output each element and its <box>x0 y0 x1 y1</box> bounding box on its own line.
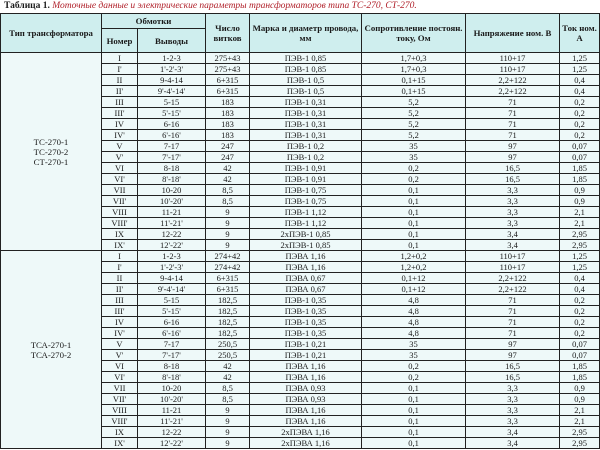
transformer-type-line: СТ-270-1 <box>33 156 69 167</box>
transformer-data-table <box>0 13 600 449</box>
cell-voltage: 3,3 <box>466 383 560 394</box>
cell-winding-leads: 6-16 <box>138 119 206 130</box>
cell-winding-number: VII' <box>102 394 138 405</box>
cell-current: 2,1 <box>560 207 600 218</box>
header-current: Ток ном. А <box>560 14 600 53</box>
cell-voltage: 71 <box>466 306 560 317</box>
cell-turns: 6+315 <box>206 86 250 97</box>
cell-resistance: 5,2 <box>362 108 466 119</box>
cell-resistance: 0,1 <box>362 185 466 196</box>
cell-winding-leads: 1'-2'-3' <box>138 64 206 75</box>
cell-voltage: 71 <box>466 97 560 108</box>
cell-turns: 42 <box>206 361 250 372</box>
cell-current: 1,85 <box>560 174 600 185</box>
cell-winding-leads: 10'-20' <box>138 196 206 207</box>
cell-wire: ПЭВ-1 0,91 <box>250 174 362 185</box>
cell-winding-number: III <box>102 295 138 306</box>
cell-winding-number: III <box>102 97 138 108</box>
header-resistance: Сопротивление постоян. току, Ом <box>362 14 466 53</box>
cell-current: 0,2 <box>560 108 600 119</box>
cell-turns: 9 <box>206 207 250 218</box>
cell-current: 1,85 <box>560 361 600 372</box>
cell-winding-leads: 10-20 <box>138 383 206 394</box>
cell-resistance: 0,2 <box>362 372 466 383</box>
cell-wire: ПЭВ-1 0,85 <box>250 53 362 64</box>
cell-voltage: 3,4 <box>466 229 560 240</box>
cell-wire: ПЭВ-1 0,75 <box>250 185 362 196</box>
cell-voltage: 16,5 <box>466 372 560 383</box>
cell-winding-number: VIII' <box>102 218 138 229</box>
cell-winding-number: VI <box>102 361 138 372</box>
cell-current: 1,85 <box>560 372 600 383</box>
cell-winding-leads: 6'-16' <box>138 130 206 141</box>
cell-current: 0,2 <box>560 306 600 317</box>
header-type: Тип трансформатора <box>1 14 102 53</box>
transformer-type-line: ТС-270-2 <box>33 146 69 157</box>
cell-voltage: 110+17 <box>466 251 560 262</box>
cell-current: 2,95 <box>560 427 600 438</box>
cell-voltage: 71 <box>466 328 560 339</box>
cell-wire: ПЭВ-1 0,35 <box>250 306 362 317</box>
cell-resistance: 4,8 <box>362 328 466 339</box>
header-wire: Марка и диаметр провода, мм <box>250 14 362 53</box>
cell-wire: ПЭВ-1 0,91 <box>250 163 362 174</box>
table-caption <box>0 0 600 13</box>
cell-current: 2,95 <box>560 240 600 251</box>
cell-wire: ПЭВА 1,16 <box>250 405 362 416</box>
cell-winding-number: III' <box>102 108 138 119</box>
cell-winding-number: I <box>102 53 138 64</box>
cell-resistance: 4,8 <box>362 295 466 306</box>
cell-voltage: 3,3 <box>466 185 560 196</box>
cell-resistance: 0,1+12 <box>362 273 466 284</box>
cell-voltage: 71 <box>466 130 560 141</box>
cell-winding-leads: 6'-16' <box>138 328 206 339</box>
cell-winding-number: III' <box>102 306 138 317</box>
cell-turns: 9 <box>206 416 250 427</box>
cell-turns: 183 <box>206 97 250 108</box>
cell-current: 0,2 <box>560 130 600 141</box>
cell-wire: ПЭВА 0,93 <box>250 394 362 405</box>
cell-wire: ПЭВ-1 0,31 <box>250 119 362 130</box>
cell-current: 0,4 <box>560 284 600 295</box>
cell-voltage: 3,3 <box>466 394 560 405</box>
cell-turns: 183 <box>206 108 250 119</box>
cell-winding-leads: 7'-17' <box>138 350 206 361</box>
cell-wire: ПЭВА 1,16 <box>250 361 362 372</box>
cell-wire: ПЭВ-1 0,35 <box>250 295 362 306</box>
cell-winding-leads: 11'-21' <box>138 416 206 427</box>
cell-wire: ПЭВА 0,93 <box>250 383 362 394</box>
cell-turns: 6+315 <box>206 284 250 295</box>
cell-current: 0,2 <box>560 317 600 328</box>
cell-current: 0,07 <box>560 350 600 361</box>
cell-voltage: 71 <box>466 295 560 306</box>
cell-winding-leads: 11-21 <box>138 405 206 416</box>
cell-current: 0,07 <box>560 152 600 163</box>
cell-winding-number: VI' <box>102 372 138 383</box>
transformer-type-line: ТСА-270-1 <box>30 339 72 350</box>
cell-winding-leads: 8'-18' <box>138 174 206 185</box>
header-windings: Обмотки <box>102 14 206 29</box>
cell-turns: 8,5 <box>206 185 250 196</box>
transformer-type-line: ТСА-270-2 <box>30 349 72 360</box>
cell-voltage: 2,2+122 <box>466 284 560 295</box>
cell-current: 0,4 <box>560 75 600 86</box>
cell-voltage: 3,4 <box>466 427 560 438</box>
cell-wire: ПЭВ-1 1,12 <box>250 207 362 218</box>
cell-turns: 9 <box>206 427 250 438</box>
cell-voltage: 2,2+122 <box>466 86 560 97</box>
cell-winding-number: II' <box>102 284 138 295</box>
cell-current: 2,95 <box>560 438 600 449</box>
table-row <box>1 53 600 64</box>
cell-winding-number: VIII' <box>102 416 138 427</box>
cell-turns: 275+43 <box>206 64 250 75</box>
cell-winding-leads: 1-2-3 <box>138 53 206 64</box>
cell-winding-number: VII <box>102 185 138 196</box>
cell-winding-number: IV' <box>102 130 138 141</box>
cell-wire: ПЭВ-1 0,21 <box>250 350 362 361</box>
cell-winding-number: II' <box>102 86 138 97</box>
cell-current: 0,9 <box>560 394 600 405</box>
cell-resistance: 0,1 <box>362 240 466 251</box>
cell-winding-leads: 1-2-3 <box>138 251 206 262</box>
cell-wire: 2хПЭВ-1 0,85 <box>250 229 362 240</box>
cell-winding-leads: 8-18 <box>138 163 206 174</box>
cell-turns: 6+315 <box>206 75 250 86</box>
cell-resistance: 5,2 <box>362 97 466 108</box>
cell-wire: ПЭВА 1,16 <box>250 372 362 383</box>
cell-winding-number: VIII <box>102 405 138 416</box>
cell-turns: 182,5 <box>206 317 250 328</box>
cell-current: 2,1 <box>560 416 600 427</box>
cell-wire: ПЭВ-1 0,2 <box>250 141 362 152</box>
cell-resistance: 35 <box>362 152 466 163</box>
cell-turns: 247 <box>206 152 250 163</box>
cell-wire: ПЭВ-1 0,5 <box>250 75 362 86</box>
cell-turns: 183 <box>206 130 250 141</box>
cell-wire: ПЭВ-1 1,12 <box>250 218 362 229</box>
cell-winding-number: VII <box>102 383 138 394</box>
cell-resistance: 35 <box>362 350 466 361</box>
cell-winding-leads: 10'-20' <box>138 394 206 405</box>
cell-turns: 8,5 <box>206 394 250 405</box>
cell-wire: ПЭВ-1 0,31 <box>250 108 362 119</box>
cell-current: 1,25 <box>560 251 600 262</box>
cell-turns: 247 <box>206 141 250 152</box>
cell-winding-number: V' <box>102 350 138 361</box>
cell-current: 2,95 <box>560 229 600 240</box>
cell-winding-leads: 7'-17' <box>138 152 206 163</box>
cell-resistance: 5,2 <box>362 130 466 141</box>
header-turns: Число витков <box>206 14 250 53</box>
cell-winding-leads: 12-22 <box>138 229 206 240</box>
cell-resistance: 0,1 <box>362 229 466 240</box>
cell-wire: ПЭВА 1,16 <box>250 416 362 427</box>
cell-current: 1,85 <box>560 163 600 174</box>
cell-current: 0,9 <box>560 185 600 196</box>
cell-voltage: 97 <box>466 350 560 361</box>
cell-turns: 250,5 <box>206 350 250 361</box>
cell-resistance: 0,2 <box>362 361 466 372</box>
cell-turns: 9 <box>206 405 250 416</box>
cell-resistance: 0,1 <box>362 405 466 416</box>
header-number: Номер <box>102 29 138 53</box>
cell-voltage: 110+17 <box>466 53 560 64</box>
cell-resistance: 0,1 <box>362 394 466 405</box>
cell-turns: 250,5 <box>206 339 250 350</box>
cell-winding-leads: 9'-4'-14' <box>138 284 206 295</box>
cell-winding-number: VI <box>102 163 138 174</box>
cell-voltage: 110+17 <box>466 262 560 273</box>
cell-resistance: 0,1 <box>362 383 466 394</box>
cell-resistance: 0,2 <box>362 163 466 174</box>
cell-resistance: 1,2+0,2 <box>362 262 466 273</box>
cell-resistance: 4,8 <box>362 306 466 317</box>
cell-voltage: 3,3 <box>466 405 560 416</box>
cell-current: 2,1 <box>560 218 600 229</box>
cell-voltage: 2,2+122 <box>466 273 560 284</box>
cell-turns: 42 <box>206 372 250 383</box>
cell-resistance: 0,1 <box>362 196 466 207</box>
cell-resistance: 0,1 <box>362 438 466 449</box>
cell-resistance: 0,1 <box>362 207 466 218</box>
cell-current: 0,2 <box>560 97 600 108</box>
transformer-type-cell <box>1 53 102 251</box>
cell-turns: 6+315 <box>206 273 250 284</box>
cell-winding-number: VIII <box>102 207 138 218</box>
cell-wire: ПЭВ-1 0,31 <box>250 130 362 141</box>
cell-turns: 275+43 <box>206 53 250 64</box>
cell-winding-number: IX' <box>102 438 138 449</box>
cell-wire: ПЭВА 0,67 <box>250 273 362 284</box>
cell-winding-leads: 12'-22' <box>138 240 206 251</box>
cell-resistance: 0,1 <box>362 416 466 427</box>
cell-turns: 8,5 <box>206 383 250 394</box>
cell-resistance: 0,1+15 <box>362 75 466 86</box>
cell-winding-leads: 9-4-14 <box>138 273 206 284</box>
cell-winding-leads: 6-16 <box>138 317 206 328</box>
cell-turns: 182,5 <box>206 295 250 306</box>
cell-wire: 2хПЭВА 1,16 <box>250 427 362 438</box>
cell-voltage: 2,2+122 <box>466 75 560 86</box>
cell-winding-leads: 1'-2'-3' <box>138 262 206 273</box>
caption-title: Моточные данные и электрические параметры трансформаторов типа ТС-270, СТ-270. <box>52 1 417 11</box>
cell-winding-leads: 12'-22' <box>138 438 206 449</box>
cell-winding-leads: 12-22 <box>138 427 206 438</box>
cell-current: 1,25 <box>560 53 600 64</box>
cell-turns: 8,5 <box>206 196 250 207</box>
cell-current: 0,2 <box>560 119 600 130</box>
cell-voltage: 3,4 <box>466 240 560 251</box>
cell-winding-number: V <box>102 141 138 152</box>
table-body <box>1 53 600 449</box>
cell-current: 0,9 <box>560 383 600 394</box>
cell-resistance: 0,1 <box>362 427 466 438</box>
cell-current: 0,4 <box>560 273 600 284</box>
cell-turns: 9 <box>206 218 250 229</box>
cell-resistance: 0,1+12 <box>362 284 466 295</box>
cell-wire: ПЭВ-1 0,85 <box>250 64 362 75</box>
cell-winding-leads: 7-17 <box>138 339 206 350</box>
cell-voltage: 97 <box>466 152 560 163</box>
cell-resistance: 1,7+0,3 <box>362 53 466 64</box>
caption-label: Таблица 1. <box>4 1 50 11</box>
cell-resistance: 35 <box>362 339 466 350</box>
cell-winding-leads: 5'-15' <box>138 108 206 119</box>
cell-winding-number: V' <box>102 152 138 163</box>
cell-wire: ПЭВА 1,16 <box>250 262 362 273</box>
cell-winding-leads: 5'-15' <box>138 306 206 317</box>
cell-turns: 274+42 <box>206 251 250 262</box>
cell-winding-number: I' <box>102 64 138 75</box>
cell-winding-number: I <box>102 251 138 262</box>
cell-winding-number: II <box>102 75 138 86</box>
cell-resistance: 0,2 <box>362 174 466 185</box>
cell-turns: 9 <box>206 229 250 240</box>
cell-current: 0,07 <box>560 141 600 152</box>
cell-resistance: 4,8 <box>362 317 466 328</box>
cell-winding-leads: 9'-4'-14' <box>138 86 206 97</box>
cell-winding-leads: 5-15 <box>138 295 206 306</box>
cell-wire: ПЭВ-1 0,31 <box>250 97 362 108</box>
cell-voltage: 3,4 <box>466 438 560 449</box>
cell-voltage: 97 <box>466 141 560 152</box>
cell-voltage: 71 <box>466 317 560 328</box>
cell-wire: 2хПЭВ-1 0,85 <box>250 240 362 251</box>
cell-winding-leads: 8'-18' <box>138 372 206 383</box>
cell-winding-leads: 9-4-14 <box>138 75 206 86</box>
cell-wire: ПЭВ-1 0,35 <box>250 328 362 339</box>
cell-voltage: 16,5 <box>466 361 560 372</box>
cell-turns: 9 <box>206 240 250 251</box>
transformer-type-cell <box>1 251 102 449</box>
cell-current: 0,2 <box>560 295 600 306</box>
cell-resistance: 0,1 <box>362 218 466 229</box>
cell-wire: ПЭВ-1 0,35 <box>250 317 362 328</box>
cell-wire: 2хПЭВА 1,16 <box>250 438 362 449</box>
cell-voltage: 97 <box>466 339 560 350</box>
cell-voltage: 110+17 <box>466 64 560 75</box>
cell-winding-number: IV <box>102 119 138 130</box>
cell-turns: 182,5 <box>206 306 250 317</box>
transformer-type-line: ТС-270-1 <box>33 136 69 147</box>
cell-turns: 183 <box>206 119 250 130</box>
cell-voltage: 71 <box>466 119 560 130</box>
cell-wire: ПЭВ-1 0,5 <box>250 86 362 97</box>
cell-resistance: 1,2+0,2 <box>362 251 466 262</box>
cell-winding-leads: 11'-21' <box>138 218 206 229</box>
cell-winding-leads: 11-21 <box>138 207 206 218</box>
header-voltage: Напряжение ном. В <box>466 14 560 53</box>
cell-winding-leads: 8-18 <box>138 361 206 372</box>
cell-wire: ПЭВ-1 0,21 <box>250 339 362 350</box>
cell-resistance: 35 <box>362 141 466 152</box>
cell-winding-leads: 5-15 <box>138 97 206 108</box>
cell-resistance: 5,2 <box>362 119 466 130</box>
cell-current: 0,4 <box>560 86 600 97</box>
header-leads: Выводы <box>138 29 206 53</box>
cell-resistance: 1,7+0,3 <box>362 64 466 75</box>
cell-winding-number: VI' <box>102 174 138 185</box>
cell-voltage: 71 <box>466 108 560 119</box>
cell-winding-number: VII' <box>102 196 138 207</box>
cell-winding-number: IX <box>102 229 138 240</box>
cell-turns: 9 <box>206 438 250 449</box>
cell-winding-number: I' <box>102 262 138 273</box>
cell-wire: ПЭВА 0,67 <box>250 284 362 295</box>
cell-voltage: 16,5 <box>466 174 560 185</box>
cell-current: 1,25 <box>560 64 600 75</box>
cell-resistance: 0,1+15 <box>362 86 466 97</box>
cell-current: 0,9 <box>560 196 600 207</box>
cell-turns: 42 <box>206 174 250 185</box>
cell-current: 2,1 <box>560 405 600 416</box>
cell-winding-number: IX' <box>102 240 138 251</box>
cell-winding-number: IV <box>102 317 138 328</box>
cell-wire: ПЭВ-1 0,75 <box>250 196 362 207</box>
cell-voltage: 3,3 <box>466 196 560 207</box>
table-row <box>1 251 600 262</box>
cell-winding-number: II <box>102 273 138 284</box>
cell-current: 1,25 <box>560 262 600 273</box>
cell-turns: 42 <box>206 163 250 174</box>
cell-winding-number: IV' <box>102 328 138 339</box>
cell-winding-number: IX <box>102 427 138 438</box>
cell-winding-number: V <box>102 339 138 350</box>
cell-winding-leads: 10-20 <box>138 185 206 196</box>
cell-voltage: 3,3 <box>466 207 560 218</box>
cell-turns: 182,5 <box>206 328 250 339</box>
cell-winding-leads: 7-17 <box>138 141 206 152</box>
cell-current: 0,07 <box>560 339 600 350</box>
cell-voltage: 3,3 <box>466 416 560 427</box>
cell-wire: ПЭВ-1 0,2 <box>250 152 362 163</box>
cell-voltage: 3,3 <box>466 218 560 229</box>
cell-voltage: 16,5 <box>466 163 560 174</box>
cell-turns: 274+42 <box>206 262 250 273</box>
cell-wire: ПЭВА 1,16 <box>250 251 362 262</box>
cell-current: 0,2 <box>560 328 600 339</box>
